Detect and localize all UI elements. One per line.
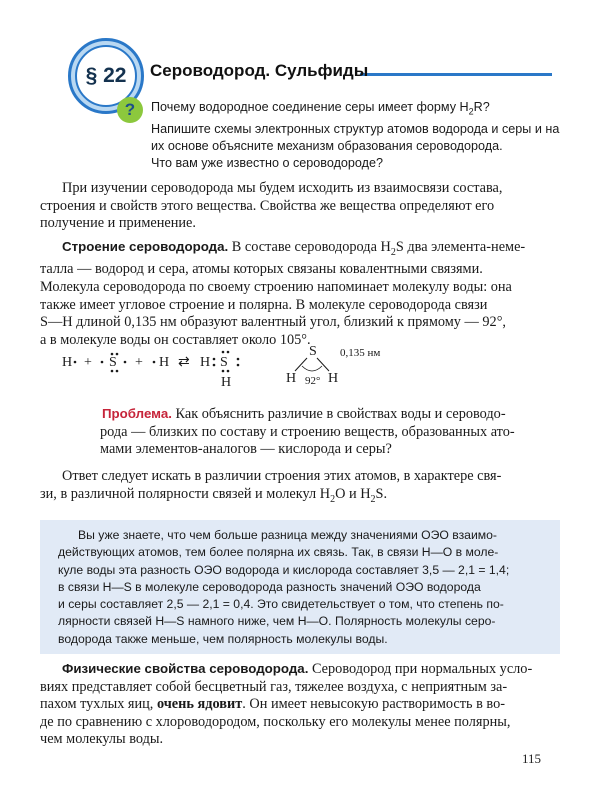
question-line-3: их основе объясните механизм образования сероводорода.: [151, 138, 503, 153]
bond-length: 0,135 нм: [340, 347, 381, 359]
bond-angle: 92°: [305, 375, 321, 387]
physical-heading: Физические свойства сероводорода.: [62, 661, 309, 676]
structure-heading: Строение сероводорода.: [62, 239, 229, 254]
mol-h1: H: [286, 371, 297, 386]
angle-arc: [302, 366, 322, 371]
physical-paragraph: Физические свойства сероводорода. Сероводород при нормальных усло- виях представляет собой бесцветный газ, тяжелее воздуха, с неприятным за- пахом тухлых яиц, очень ядовит. Он имеет невысокую растворимость в во- де по сравнению с хлороводородом, поскольку его молекулы менее полярны, чем молекулы воды.: [40, 661, 533, 748]
question-icon: ?: [117, 97, 143, 123]
mol-s: S: [309, 344, 317, 359]
intro-paragraph: При изучении сероводорода мы будем исходить из взаимосвязи состава, строения и свойств этого вещества. Свойства же вещества определяют его получение и применение.: [40, 180, 503, 232]
question-line-4: Что вам уже известно о сероводороде?: [151, 155, 384, 170]
problem-heading: Проблема.: [102, 406, 172, 421]
product-h-below: H: [221, 375, 232, 390]
product-s: S: [220, 355, 228, 370]
scheme-s: S: [109, 355, 117, 370]
scheme-h2: H: [159, 355, 170, 370]
info-text: Вы уже знаете, что чем больше разница между значениями ОЭО взаимо- действующих атомов, тем более полярна их связь. Так, в связи H—O в моле- куле воды эта разность ОЭО водорода и кислорода составляет 3,5 — 2,1 = 1,4; в связи H—S в молекуле сероводорода разность значений ОЭО водорода и серы составляет 2,5 — 2,1 = 0,4. Это свидетельствует о том, что степень по- лярности связей H—S намного ниже, чем H—O. Полярность молекулы серо- водорода также меньше, чем полярность молекулы воды.: [58, 528, 510, 646]
scheme-arrow: ⇄: [178, 355, 190, 370]
problem-paragraph: Проблема. Как объяснить различие в свойствах воды и сероводо- рода — близких по составу и строению веществ, образованных ато- мами элементов-аналогов — кислорода и серы?: [100, 406, 515, 458]
answer-paragraph: Ответ следует искать в различии строения этих атомов, в характере свя- зи, в различной полярности связей и молекул $H_2O$ и $H_2S$.: [40, 468, 502, 505]
electron-dot: [74, 361, 77, 364]
page-title: Сероводород. Сульфиды: [150, 61, 369, 80]
page-number: 115: [522, 751, 542, 766]
product-h: H: [200, 355, 211, 370]
question-line-1: Почему водородное соединение серы имеет форму $H_2R$?: [151, 100, 490, 117]
structure-paragraph: Строение сероводорода. В составе сероводорода $H_2S$ два элемента-неме- талла — водород и сера, атомы которых связаны ковалентными связями. Молекула сероводорода по своему строению напоминает молекулу воды: она также имеет угловое строение и полярна. В молекуле сероводорода связи S—H длиной 0,135 нм образуют валентный угол, близкий к прямому — 92°, а в молекуле воды он составляет около 105°.: [40, 239, 526, 348]
svg-text:+: +: [135, 355, 143, 370]
scheme-h1: H: [62, 355, 73, 370]
section-number: § 22: [85, 64, 127, 87]
electron-dot: [101, 361, 104, 364]
question-line-2: Напишите схемы электронных структур атомов водорода и серы и на: [151, 121, 560, 136]
toxic-emphasis: очень ядовит: [156, 696, 243, 713]
reaction-scheme: [40, 340, 440, 400]
questions-block: [151, 99, 559, 172]
mol-h2: H: [328, 371, 339, 386]
svg-text:+: +: [84, 355, 92, 370]
